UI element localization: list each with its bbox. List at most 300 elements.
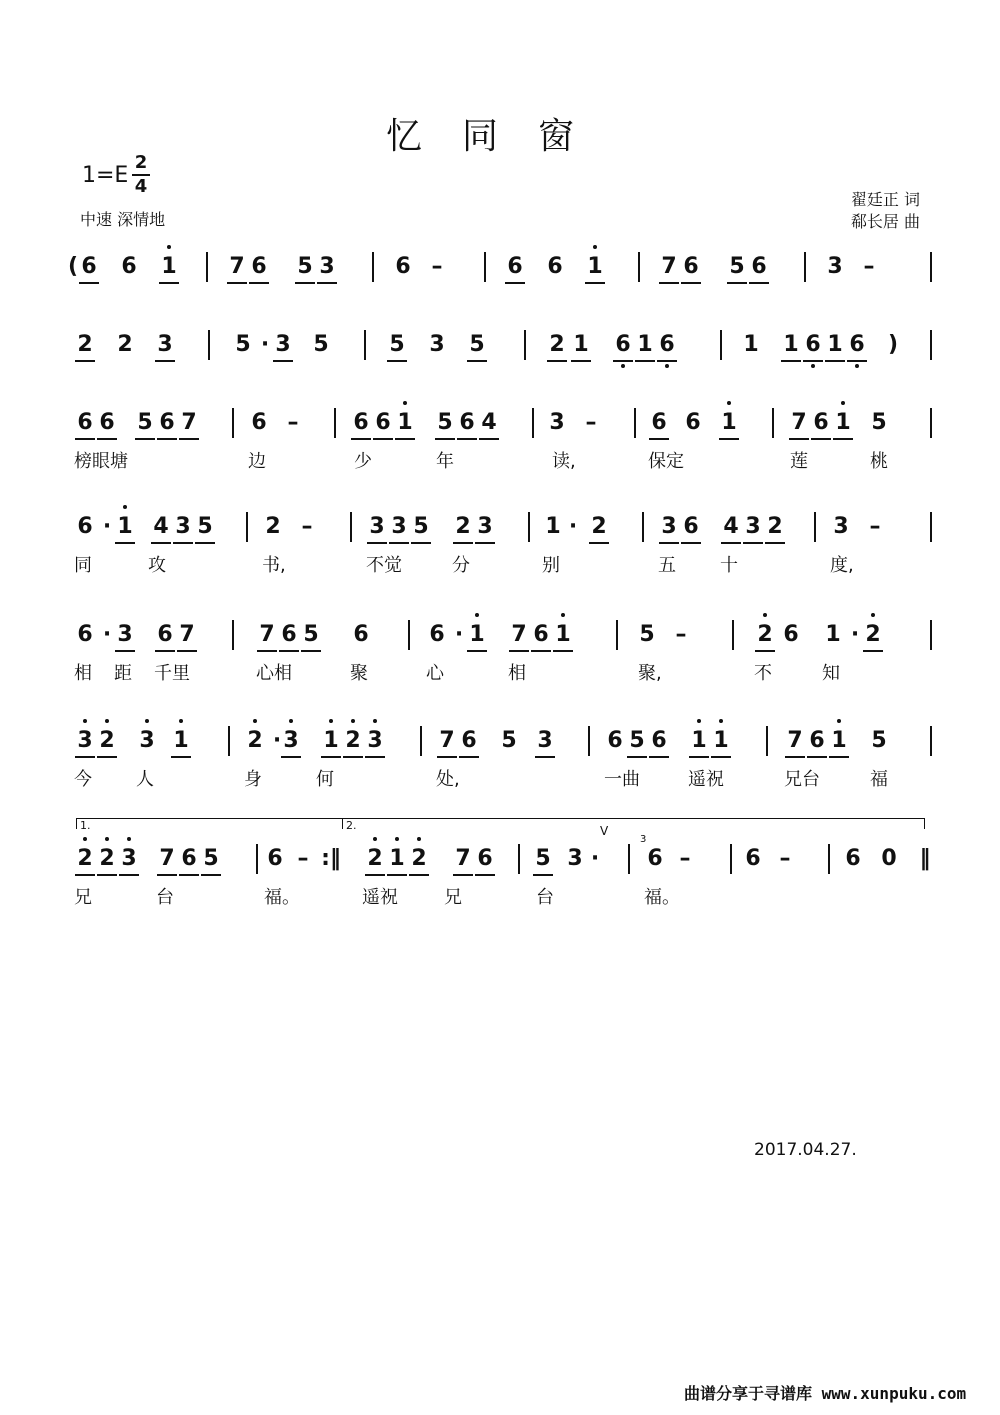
- underline: [789, 438, 809, 440]
- underline: [453, 874, 473, 876]
- octave-dot-high: [395, 837, 399, 841]
- lyric: 少: [354, 451, 372, 472]
- note: 5: [413, 514, 429, 539]
- note: 1: [170, 726, 192, 756]
- note: 6: [181, 846, 197, 871]
- note: 6: [651, 728, 667, 753]
- underline: [343, 756, 363, 758]
- barline: [804, 252, 806, 282]
- note: 2: [455, 514, 471, 539]
- note: 6: [99, 410, 115, 435]
- note: 6: [612, 330, 634, 360]
- note: 7: [159, 846, 175, 871]
- note: 6: [77, 622, 93, 647]
- note: 6: [353, 622, 369, 647]
- note: 2: [767, 514, 783, 539]
- note: 5: [203, 846, 219, 871]
- note: 3: [157, 332, 173, 357]
- barline: [484, 252, 486, 282]
- lyric: 台: [156, 887, 174, 908]
- barline: [642, 512, 644, 542]
- note: 2: [342, 726, 364, 756]
- underline: [829, 756, 849, 758]
- lyric: 知: [822, 663, 840, 684]
- underline: [119, 874, 139, 876]
- note: 3: [391, 514, 407, 539]
- lyric: 五: [658, 555, 676, 576]
- notes-line: [58, 844, 938, 884]
- note: –: [869, 514, 881, 539]
- underline: [459, 756, 479, 758]
- octave-dot-high: [593, 245, 597, 249]
- note: 1: [158, 252, 180, 282]
- footer-watermark: 曲谱分享于寻谱库 www.xunpuku.com: [684, 1384, 967, 1403]
- notes-line: [58, 620, 938, 660]
- note: 7: [511, 622, 527, 647]
- note: 3: [319, 254, 335, 279]
- note: 5: [871, 410, 887, 435]
- note: 3: [549, 410, 565, 435]
- note: 6: [507, 254, 523, 279]
- barline: [588, 726, 590, 756]
- underline: [281, 756, 301, 758]
- note: 6: [651, 410, 667, 435]
- barline: [420, 726, 422, 756]
- lyric: 保定: [648, 451, 684, 472]
- underline: [365, 756, 385, 758]
- barline: [930, 330, 932, 360]
- note: 6: [461, 728, 477, 753]
- note: 1: [743, 332, 759, 357]
- note: 6: [809, 728, 825, 753]
- note: 1: [466, 620, 488, 650]
- note: 1: [386, 844, 408, 874]
- underline: [467, 650, 487, 652]
- lyric: 分: [452, 555, 470, 576]
- underline: [627, 756, 647, 758]
- notes-line: [58, 408, 938, 448]
- underline: [395, 438, 415, 440]
- lyric: 别: [542, 555, 560, 576]
- time-signature-bottom: 4: [134, 175, 148, 197]
- underline: [589, 542, 609, 544]
- lyric: 遥祝: [362, 887, 398, 908]
- octave-dot-high: [83, 719, 87, 723]
- note: 5: [729, 254, 745, 279]
- note: –: [301, 514, 313, 539]
- barline: [208, 330, 210, 360]
- lyric: 聚,: [638, 663, 662, 684]
- note: 1: [584, 252, 606, 282]
- note: 1: [573, 332, 589, 357]
- barline: [532, 408, 534, 438]
- note: 7: [259, 622, 275, 647]
- note: –: [675, 622, 687, 647]
- underline: [79, 282, 99, 284]
- note: (: [67, 254, 79, 279]
- note: 5: [501, 728, 517, 753]
- underline: [765, 542, 785, 544]
- underline: [535, 756, 555, 758]
- barline: [730, 844, 732, 874]
- underline: [657, 360, 677, 362]
- underline: [115, 542, 135, 544]
- key-signature: 1=E: [82, 163, 129, 188]
- underline: [75, 874, 95, 876]
- underline: [649, 756, 669, 758]
- underline: [97, 756, 117, 758]
- underline: [159, 282, 179, 284]
- note: 2: [117, 332, 133, 357]
- underline: [711, 756, 731, 758]
- barline: [232, 408, 234, 438]
- barline: [930, 512, 932, 542]
- octave-dot-high: [837, 719, 841, 723]
- note: 6: [647, 846, 663, 871]
- underline: [803, 360, 823, 362]
- note: 6: [267, 846, 283, 871]
- octave-dot-high: [329, 719, 333, 723]
- octave-dot-high: [763, 613, 767, 617]
- underline: [157, 438, 177, 440]
- note: 6: [157, 622, 173, 647]
- octave-dot-low: [665, 364, 669, 368]
- note: 3: [477, 514, 493, 539]
- underline: [317, 282, 337, 284]
- octave-dot-high: [373, 719, 377, 723]
- octave-dot-high: [167, 245, 171, 249]
- lyric: 聚: [350, 663, 368, 684]
- note: –: [431, 254, 443, 279]
- score-row-7: [58, 819, 938, 954]
- underline: [755, 650, 775, 652]
- underline: [387, 360, 407, 362]
- note: 5: [297, 254, 313, 279]
- barline: [334, 408, 336, 438]
- note: 7: [179, 622, 195, 647]
- underline: [749, 282, 769, 284]
- lyric: 今: [74, 769, 92, 790]
- barline: [232, 620, 234, 650]
- note: ·: [102, 514, 112, 539]
- barline: [350, 512, 352, 542]
- lyricist-credit: 翟廷正 词: [850, 190, 920, 209]
- underline: [249, 282, 269, 284]
- lyric: 边: [248, 451, 266, 472]
- note: 3: [369, 514, 385, 539]
- note: 6: [429, 622, 445, 647]
- lyric: 莲: [790, 451, 808, 472]
- second-ending-bracket: 2.: [342, 818, 925, 829]
- barline: [720, 330, 722, 360]
- time-signature-top: 2: [134, 152, 148, 173]
- note: 6: [745, 846, 761, 871]
- note: 6: [77, 514, 93, 539]
- barline: [524, 330, 526, 360]
- lyric: 榜眼塘: [74, 451, 128, 472]
- lyric: 何: [316, 769, 334, 790]
- note: ·: [272, 728, 282, 753]
- barline: [628, 844, 630, 874]
- note: 6: [251, 254, 267, 279]
- underline: [227, 282, 247, 284]
- note: 1: [783, 332, 799, 357]
- barline: [772, 408, 774, 438]
- note: 3: [280, 726, 302, 756]
- note: 1: [394, 408, 416, 438]
- note: 1: [552, 620, 574, 650]
- note: ·: [850, 622, 860, 647]
- note: ·: [590, 846, 600, 871]
- octave-dot-low: [811, 364, 815, 368]
- barline: [246, 512, 248, 542]
- lyric: 兄: [74, 887, 92, 908]
- note: ): [887, 332, 899, 357]
- score-row-3: [58, 408, 938, 518]
- note: 7: [791, 410, 807, 435]
- note: –: [287, 410, 299, 435]
- notes-line: [58, 330, 938, 370]
- note: 7: [181, 410, 197, 435]
- note: 3: [136, 726, 158, 756]
- note: 7: [787, 728, 803, 753]
- barline: [930, 726, 932, 756]
- underline: [453, 542, 473, 544]
- note: 6: [251, 410, 267, 435]
- note: 3: [745, 514, 761, 539]
- underline: [807, 756, 827, 758]
- note: 5: [871, 728, 887, 753]
- note: –: [585, 410, 597, 435]
- underline: [411, 542, 431, 544]
- lyric: 福。: [644, 887, 680, 908]
- underline: [533, 874, 553, 876]
- underline: [257, 650, 277, 652]
- underline: [681, 542, 701, 544]
- note: 6: [547, 254, 563, 279]
- notes-line: [58, 252, 938, 292]
- score-row-4: [58, 512, 938, 622]
- lyric: 不: [754, 663, 772, 684]
- note: 3: [74, 726, 96, 756]
- lyric: 相: [508, 663, 526, 684]
- lyric: 心: [426, 663, 444, 684]
- note: 2: [754, 620, 776, 650]
- note: 6: [802, 330, 824, 360]
- barline: [634, 408, 636, 438]
- note: 6: [683, 254, 699, 279]
- lyric: 相: [74, 663, 92, 684]
- underline: [75, 756, 95, 758]
- underline: [475, 542, 495, 544]
- lyric: 千里: [154, 663, 190, 684]
- octave-dot-high: [373, 837, 377, 841]
- note: 6: [375, 410, 391, 435]
- lyric: 遥祝: [688, 769, 724, 790]
- note: 2: [364, 844, 386, 874]
- lyric: 十: [720, 555, 738, 576]
- note: 5: [469, 332, 485, 357]
- note: 5: [137, 410, 153, 435]
- underline: [825, 360, 845, 362]
- note: 1: [710, 726, 732, 756]
- underline: [721, 542, 741, 544]
- note: 3: [567, 846, 583, 871]
- note: 3: [118, 844, 140, 874]
- note: 3: [175, 514, 191, 539]
- note: 1: [114, 512, 136, 542]
- underline: [179, 874, 199, 876]
- lyric: 一曲: [604, 769, 640, 790]
- note: 6: [607, 728, 623, 753]
- underline: [155, 360, 175, 362]
- note: 6: [533, 622, 549, 647]
- note: 2: [862, 620, 884, 650]
- barline: [828, 844, 830, 874]
- lyric: 心相: [256, 663, 292, 684]
- underline: [509, 650, 529, 652]
- barline: [256, 844, 258, 874]
- note: 2: [96, 844, 118, 874]
- underline: [635, 360, 655, 362]
- note: 6: [683, 514, 699, 539]
- note: 6: [845, 846, 861, 871]
- underline: [97, 438, 117, 440]
- note: 4: [723, 514, 739, 539]
- note: –: [779, 846, 791, 871]
- note: 5: [197, 514, 213, 539]
- barline: [206, 252, 208, 282]
- barline: [814, 512, 816, 542]
- barline: [930, 408, 932, 438]
- date: 2017.04.27.: [754, 1140, 857, 1160]
- barline: [528, 512, 530, 542]
- underline: [409, 874, 429, 876]
- note: 6: [751, 254, 767, 279]
- note: 7: [229, 254, 245, 279]
- underline: [151, 542, 171, 544]
- note: 5: [535, 846, 551, 871]
- underline: [279, 650, 299, 652]
- time-signature: [132, 153, 150, 197]
- lyric: 书,: [262, 555, 286, 576]
- note: 3: [833, 514, 849, 539]
- lyric: 福: [870, 769, 888, 790]
- underline: [719, 438, 739, 440]
- barline: [732, 620, 734, 650]
- underline: [547, 360, 567, 362]
- note: 6: [77, 410, 93, 435]
- note: 5: [235, 332, 251, 357]
- note: 1: [545, 514, 561, 539]
- note: 2: [591, 514, 607, 539]
- octave-dot-high: [179, 719, 183, 723]
- note: 6: [846, 330, 868, 360]
- underline: [649, 438, 669, 440]
- underline: [157, 874, 177, 876]
- lyric: 台: [536, 887, 554, 908]
- lyric: 人: [136, 769, 154, 790]
- underline: [387, 874, 407, 876]
- note: 7: [661, 254, 677, 279]
- barline: [766, 726, 768, 756]
- notes-line: [58, 512, 938, 552]
- underline: [785, 756, 805, 758]
- underline: [689, 756, 709, 758]
- note: 2: [265, 514, 281, 539]
- note: 6: [656, 330, 678, 360]
- underline: [505, 282, 525, 284]
- note: 6: [783, 622, 799, 647]
- lyric: 读,: [552, 451, 576, 472]
- underline: [373, 438, 393, 440]
- underline: [743, 542, 763, 544]
- note: 1: [827, 332, 843, 357]
- note: 0: [881, 846, 897, 871]
- octave-dot-high: [719, 719, 723, 723]
- underline: [727, 282, 747, 284]
- note: –: [679, 846, 691, 871]
- note: 3: [429, 332, 445, 357]
- underline: [389, 542, 409, 544]
- octave-dot-high: [417, 837, 421, 841]
- note: 3: [537, 728, 553, 753]
- note: :‖: [321, 846, 341, 871]
- note: 1: [688, 726, 710, 756]
- octave-dot-high: [145, 719, 149, 723]
- octave-dot-high: [727, 401, 731, 405]
- lyric: 兄: [444, 887, 462, 908]
- note: 7: [439, 728, 455, 753]
- note: 5: [437, 410, 453, 435]
- underline: [659, 282, 679, 284]
- note: –: [297, 846, 309, 871]
- barline: [930, 620, 932, 650]
- octave-dot-high: [127, 837, 131, 841]
- note: 6: [477, 846, 493, 871]
- lyric: 兄台: [784, 769, 820, 790]
- score-row-5: [58, 620, 938, 730]
- note: 6: [281, 622, 297, 647]
- octave-dot-high: [841, 401, 845, 405]
- barline: [364, 330, 366, 360]
- breath-mark: V: [600, 824, 609, 838]
- octave-dot-high: [351, 719, 355, 723]
- note: 2: [77, 332, 93, 357]
- underline: [97, 874, 117, 876]
- notes-line: [58, 726, 938, 766]
- note: ·: [102, 622, 112, 647]
- note: 1: [825, 622, 841, 647]
- note: ·: [454, 622, 464, 647]
- note: 3: [661, 514, 677, 539]
- underline: [479, 438, 499, 440]
- underline: [301, 650, 321, 652]
- lyric: 攻: [148, 555, 166, 576]
- underline: [613, 360, 633, 362]
- note: 3: [275, 332, 291, 357]
- octave-dot-low: [855, 364, 859, 368]
- note: ‖: [919, 846, 931, 871]
- underline: [435, 438, 455, 440]
- underline: [115, 650, 135, 652]
- first-ending-bracket: 1.: [76, 818, 343, 829]
- lyric: 福。: [264, 887, 300, 908]
- underline: [833, 438, 853, 440]
- octave-dot-high: [83, 837, 87, 841]
- underline: [811, 438, 831, 440]
- octave-dot-high: [403, 401, 407, 405]
